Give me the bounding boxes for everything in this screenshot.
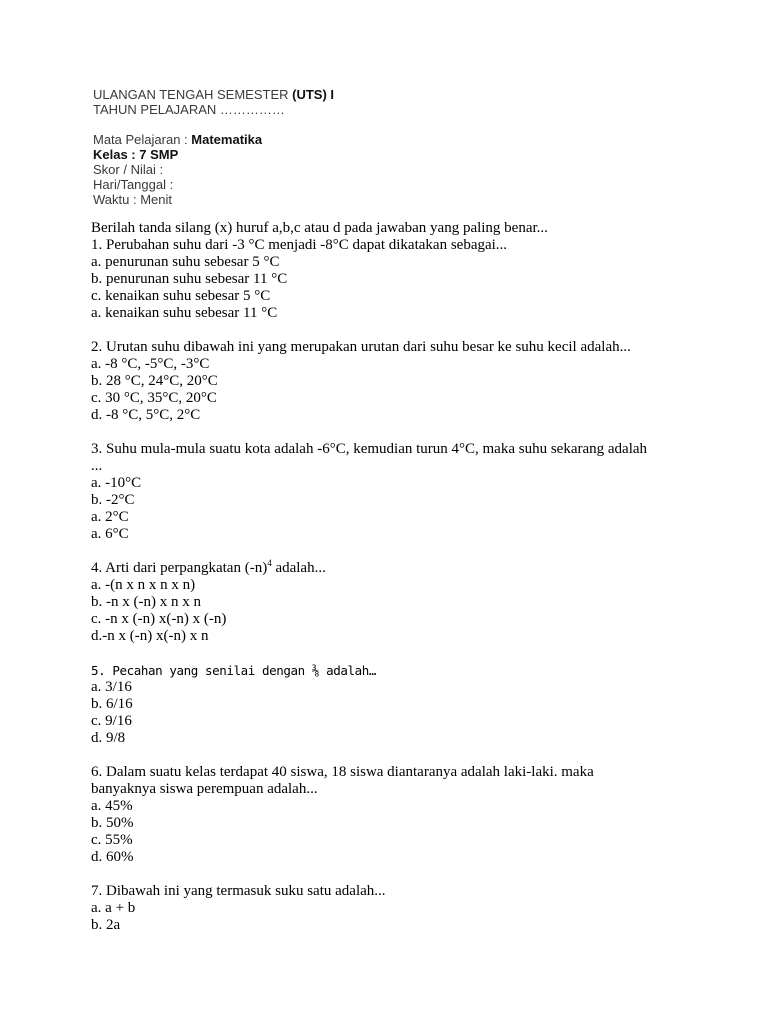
question-4-text-end: adalah...: [271, 560, 326, 576]
question-1: 1. Perubahan suhu dari -3 °C menjadi -8°C dapat dikatakan sebagai...: [91, 237, 508, 253]
option: a. -8 °C, -5°C, -3°C: [91, 356, 210, 372]
question-3-continuation: ...: [91, 458, 103, 474]
questions-body: [91, 220, 731, 934]
option: b. penurunan suhu sebesar 11 °C: [91, 271, 288, 287]
question-4: [91, 560, 731, 577]
option: c. 55%: [91, 832, 133, 848]
academic-year: TAHUN PELAJARAN ……………: [93, 102, 285, 117]
question-4-text: 4. Arti dari perpangkatan (-n): [91, 560, 268, 576]
exam-title-bold: (UTS) I: [292, 87, 335, 102]
score-line: Skor / Nilai :: [93, 162, 164, 177]
exponent: 4: [267, 558, 272, 568]
option: a. -10°C: [91, 475, 142, 491]
option: a. 3/16: [91, 679, 132, 695]
option: a. 45%: [91, 798, 133, 814]
option: c. 30 °C, 35°C, 20°C: [91, 390, 217, 406]
option: a. penurunan suhu sebesar 5 °C: [91, 254, 280, 270]
option: a. a + b: [91, 900, 136, 916]
class-line: [93, 147, 178, 162]
option: b. -n x (-n) x n x n: [91, 594, 201, 610]
subject-line: [93, 132, 262, 147]
exam-title: [93, 87, 334, 102]
option: b. 28 °C, 24°C, 20°C: [91, 373, 218, 389]
option: d. 60%: [91, 849, 134, 865]
subject-value: Matematika: [191, 132, 263, 147]
option: c. -n x (-n) x(-n) x (-n): [91, 611, 227, 627]
question-6-continuation: banyaknya siswa perempuan adalah...: [91, 781, 318, 797]
subject-label: Mata Pelajaran :: [93, 132, 192, 147]
question-6: 6. Dalam suatu kelas terdapat 40 siswa, 18 siswa diantaranya adalah laki-laki. maka: [91, 764, 594, 780]
date-line: Hari/Tanggal :: [93, 177, 174, 192]
option: a. kenaikan suhu sebesar 11 °C: [91, 305, 278, 321]
option: a. 6°C: [91, 526, 129, 542]
option: d.-n x (-n) x(-n) x n: [91, 628, 209, 644]
class-value: Kelas : 7 SMP: [93, 147, 179, 162]
option: c. kenaikan suhu sebesar 5 °C: [91, 288, 271, 304]
option: d. -8 °C, 5°C, 2°C: [91, 407, 201, 423]
option: b. 6/16: [91, 696, 133, 712]
option: c. 9/16: [91, 713, 132, 729]
question-5: 5. Pecahan yang senilai dengan ⅜ adalah…: [91, 663, 377, 678]
instructions: Berilah tanda silang (x) huruf a,b,c atau d pada jawaban yang paling benar...: [91, 220, 548, 236]
question-7: 7. Dibawah ini yang termasuk suku satu adalah...: [91, 883, 386, 899]
option: b. 50%: [91, 815, 134, 831]
option: d. 9/8: [91, 730, 126, 746]
option: a. -(n x n x n x n): [91, 577, 196, 593]
option: b. 2a: [91, 917, 121, 933]
question-3: 3. Suhu mula-mula suatu kota adalah -6°C, kemudian turun 4°C, maka suhu sekarang adalah: [91, 441, 648, 457]
question-2: 2. Urutan suhu dibawah ini yang merupakan urutan dari suhu besar ke suhu kecil adalah...: [91, 339, 631, 355]
exam-title-text: ULANGAN TENGAH SEMESTER: [93, 87, 293, 102]
option: b. -2°C: [91, 492, 135, 508]
time-line: Waktu : Menit: [93, 192, 172, 207]
option: a. 2°C: [91, 509, 129, 525]
